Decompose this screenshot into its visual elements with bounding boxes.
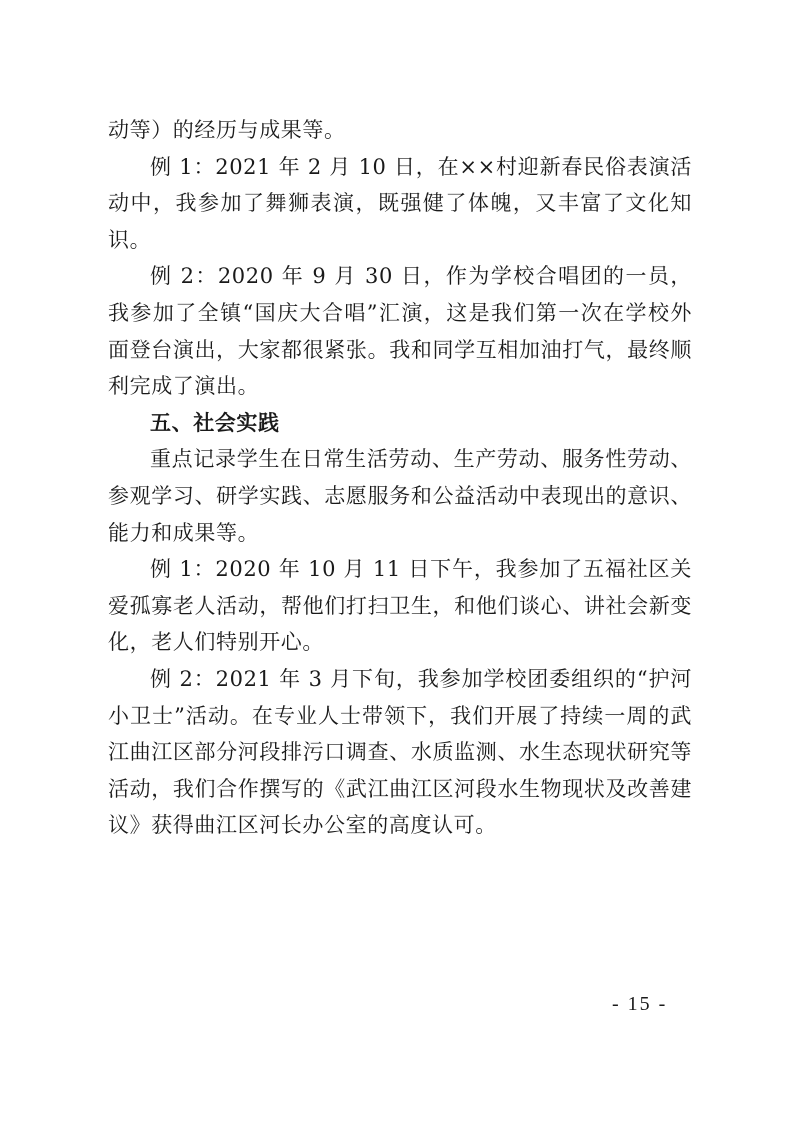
paragraph-example-1-art: 例 1：2021 年 2 月 10 日，在××村迎新春民俗表演活动中，我参加了舞狮表演，既强健了体魄，又丰富了文化知识。 — [108, 154, 692, 252]
paragraph-example-2-art: 例 2：2020 年 9 月 30 日，作为学校合唱团的一员，我参加了全镇“国庆大合唱”汇演，这是我们第一次在学校外面登台演出，大家都很紧张。我和同学互相加油打气，最终顺利完成了演出。 — [108, 264, 692, 399]
paragraph-continuation: 动等）的经历与成果等。 — [108, 118, 346, 142]
document-page — [108, 112, 692, 844]
paragraph-section-description: 重点记录学生在日常生活劳动、生产劳动、服务性劳动、参观学习、研学实践、志愿服务和公益活动中表现出的意识、能力和成果等。 — [108, 447, 692, 545]
section-heading-social-practice: 五、社会实践 — [150, 410, 280, 435]
paragraph-example-1-practice: 例 1：2020 年 10 月 11 日下午，我参加了五福社区关爱孤寡老人活动，帮他们打扫卫生，和他们谈心、讲社会新变化，老人们特别开心。 — [108, 557, 692, 655]
paragraph-example-2-practice: 例 2：2021 年 3 月下旬，我参加学校团委组织的“护河小卫士”活动。在专业人士带领下，我们开展了持续一周的武江曲江区部分河段排污口调查、水质监测、水生态现状研究等活动，我们合作撰写的《武江曲江区河段水生物现状及改善建议》获得曲江区河长办公室的高度认可。 — [108, 666, 692, 838]
page-number: - 15 - — [612, 993, 668, 1015]
